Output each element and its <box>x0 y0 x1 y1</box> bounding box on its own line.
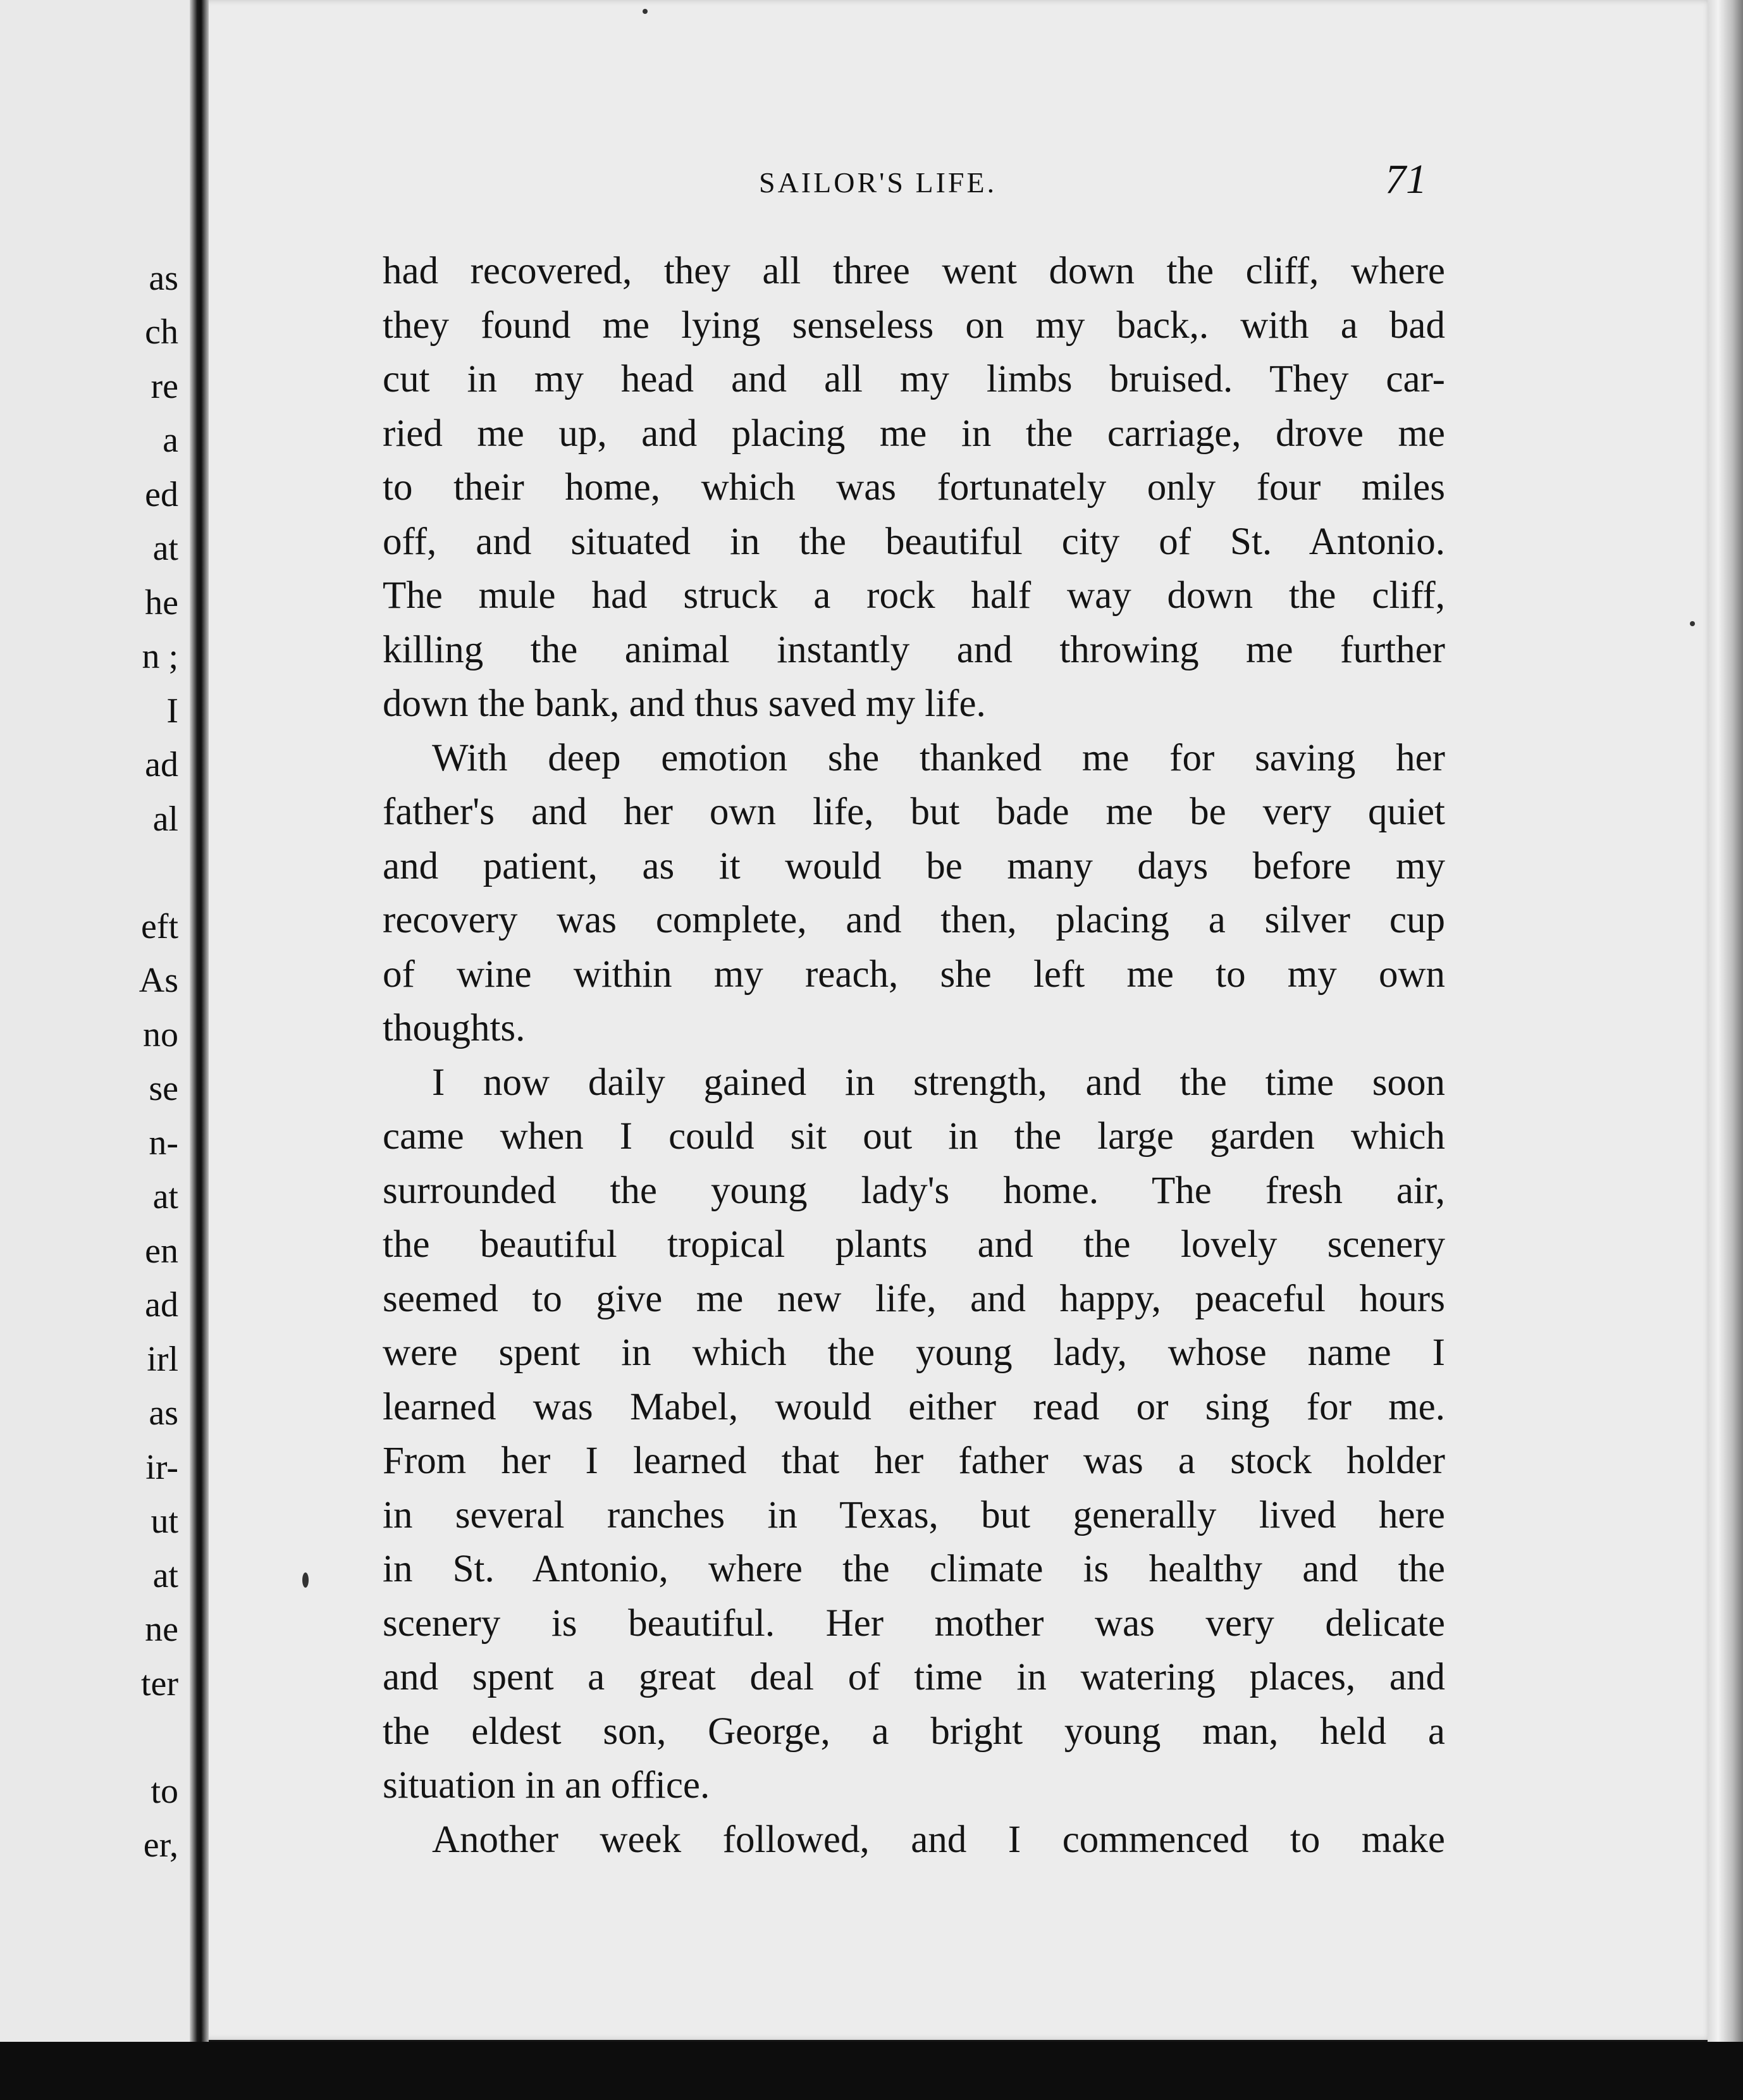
text-line: came when I could sit out in the large garden which <box>383 1115 1445 1158</box>
text-line: and spent a great deal of time in watering places, and <box>383 1656 1445 1698</box>
page-number: 71 <box>1385 156 1427 202</box>
left-fragment: to <box>151 1772 178 1811</box>
left-fragment: at <box>152 1177 178 1216</box>
text-line: they found me lying senseless on my back,. with a bad <box>383 304 1445 347</box>
left-fragment: er, <box>143 1825 178 1865</box>
text-line: From her I learned that her father was a stock holder <box>383 1440 1445 1482</box>
left-fragment: I <box>166 691 178 731</box>
left-fragment: ut <box>151 1502 178 1541</box>
text-line: father's and her own life, but bade me be very quiet <box>383 791 1445 833</box>
left-fragment: n- <box>149 1123 178 1163</box>
text-line: down the bank, and thus saved my life. <box>383 682 986 725</box>
left-fragment: se <box>149 1069 178 1108</box>
text-line: scenery is beautiful. Her mother was very delicate <box>383 1602 1445 1645</box>
ink-speck <box>643 9 648 14</box>
scanner-background <box>0 2042 1743 2100</box>
text-line: thoughts. <box>383 1007 526 1049</box>
text-line: and patient, as it would be many days before my <box>383 844 1445 887</box>
text-line: had recovered, they all three went down the cliff, where <box>383 250 1445 292</box>
left-fragment: as <box>149 1393 178 1433</box>
left-fragment: no <box>143 1015 178 1054</box>
page-edge <box>1708 0 1743 2043</box>
left-fragment: ed <box>145 475 178 514</box>
text-line: of wine within my reach, she left me to my own <box>383 953 1445 996</box>
left-fragment: ter <box>140 1664 178 1703</box>
ink-speck <box>302 1572 309 1588</box>
left-fragment: at <box>152 529 178 568</box>
text-line: Another week followed, and I commenced to make <box>432 1818 1445 1861</box>
left-fragment: re <box>151 367 178 406</box>
text-line: recovery was complete, and then, placing a silver cup <box>383 899 1445 941</box>
book-gutter <box>190 0 209 2043</box>
left-fragment: ne <box>145 1610 178 1649</box>
text-line: cut in my head and all my limbs bruised. They car- <box>383 358 1445 400</box>
text-line: the eldest son, George, a bright young man, held a <box>383 1710 1445 1753</box>
text-line: seemed to give me new life, and happy, peaceful hours <box>383 1277 1445 1320</box>
left-fragment: he <box>145 583 178 622</box>
text-line: to their home, which was fortunately only four miles <box>383 466 1445 509</box>
previous-page-fragment <box>0 0 190 2043</box>
left-fragment: at <box>152 1556 178 1595</box>
text-line: were spent in which the young lady, whose name I <box>383 1331 1445 1374</box>
left-fragment: ir- <box>145 1448 178 1487</box>
text-line: With deep emotion she thanked me for saving her <box>432 736 1445 779</box>
text-line: learned was Mabel, would either read or sing for me. <box>383 1385 1445 1428</box>
left-fragment: irl <box>147 1340 178 1379</box>
body-text <box>383 244 1445 1867</box>
left-fragment: ch <box>145 312 178 352</box>
left-fragment: al <box>152 800 178 839</box>
text-line: surrounded the young lady's home. The fresh air, <box>383 1169 1445 1212</box>
text-line: The mule had struck a rock half way down the cliff, <box>383 574 1445 617</box>
text-line: ried me up, and placing me in the carriage, drove me <box>383 412 1445 455</box>
left-fragment: eft <box>140 907 178 946</box>
text-line: the beautiful tropical plants and the lovely scenery <box>383 1223 1445 1266</box>
text-line: situation in an office. <box>383 1764 710 1807</box>
left-fragment: a <box>163 421 178 460</box>
left-fragment: ad <box>145 1285 178 1325</box>
text-line: in St. Antonio, where the climate is healthy and the <box>383 1548 1445 1590</box>
left-fragment: en <box>145 1232 178 1271</box>
text-line: off, and situated in the beautiful city of St. Antonio. <box>383 520 1445 563</box>
left-fragment: As <box>139 961 178 1000</box>
left-fragment: as <box>149 259 178 298</box>
text-line: killing the animal instantly and throwing me further <box>383 628 1445 671</box>
left-fragment: ad <box>145 745 178 784</box>
running-head: SAILOR'S LIFE. <box>759 166 997 199</box>
ink-speck <box>1690 621 1695 626</box>
text-line: in several ranches in Texas, but generally lived here <box>383 1493 1445 1536</box>
left-fragment: n ; <box>142 637 178 676</box>
text-line: I now daily gained in strength, and the time soon <box>432 1061 1445 1104</box>
